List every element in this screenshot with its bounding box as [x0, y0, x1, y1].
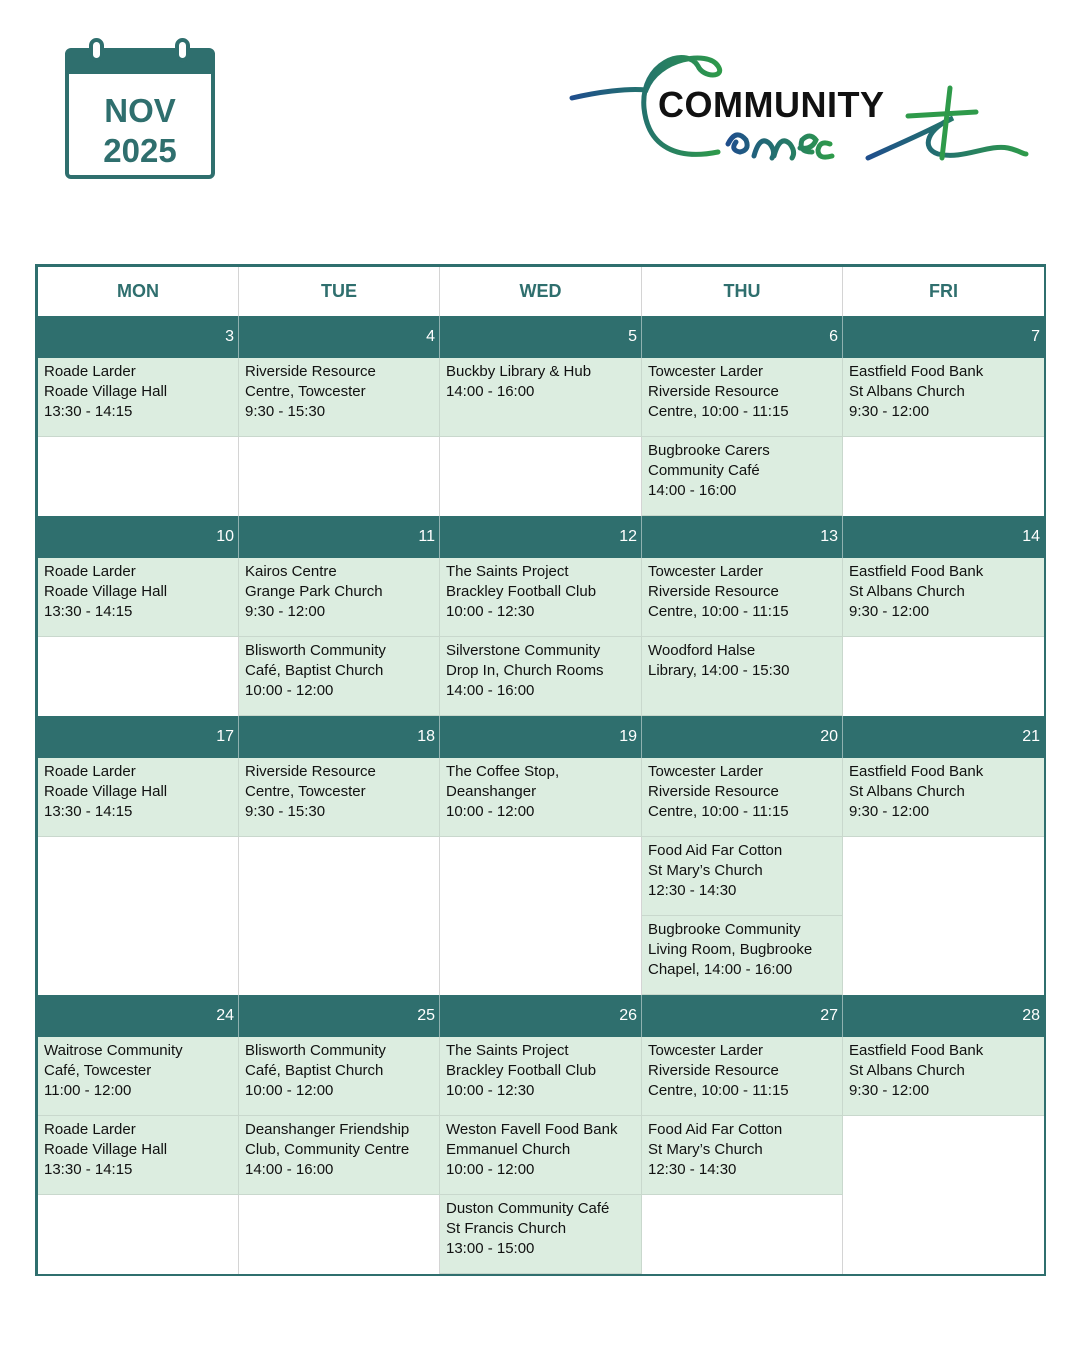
- day-number: 19: [440, 716, 642, 758]
- empty-slot: [239, 437, 440, 516]
- event-entry: Roade Larder Roade Village Hall 13:30 - 14:15: [38, 758, 239, 837]
- empty-slot: [843, 837, 1044, 916]
- day-number: 6: [642, 316, 843, 358]
- event-entry: Weston Favell Food Bank Emmanuel Church 10:00 - 12:00: [440, 1116, 642, 1195]
- event-entry: Roade Larder Roade Village Hall 13:30 - 14:15: [38, 1116, 239, 1195]
- day-number: 10: [38, 516, 239, 558]
- day-number: 28: [843, 995, 1044, 1037]
- day-number: 14: [843, 516, 1044, 558]
- day-number: 26: [440, 995, 642, 1037]
- day-number: 17: [38, 716, 239, 758]
- community-connect-logo: [568, 48, 1030, 178]
- empty-slot: [38, 437, 239, 516]
- event-entry: Food Aid Far Cotton St Mary’s Church 12:30 - 14:30: [642, 1116, 843, 1195]
- day-number: 12: [440, 516, 642, 558]
- empty-slot: [239, 916, 440, 995]
- event-entry: Eastfield Food Bank St Albans Church 9:30 - 12:00: [843, 358, 1044, 437]
- event-entry: Deanshanger Friendship Club, Community Centre 14:00 - 16:00: [239, 1116, 440, 1195]
- weekday-header-thu: THU: [642, 267, 843, 316]
- calendar-ring-right: [175, 38, 190, 62]
- event-entry: Towcester Larder Riverside Resource Centre, 10:00 - 11:15: [642, 358, 843, 437]
- empty-slot: [38, 837, 239, 916]
- event-entry: Buckby Library & Hub 14:00 - 16:00: [440, 358, 642, 437]
- empty-slot: [239, 837, 440, 916]
- event-entry: Riverside Resource Centre, Towcester 9:30 - 15:30: [239, 358, 440, 437]
- day-number: 13: [642, 516, 843, 558]
- empty-slot: [642, 1195, 843, 1274]
- day-number: 25: [239, 995, 440, 1037]
- calendar-icon-body: [65, 48, 215, 179]
- empty-slot: [843, 916, 1044, 995]
- year-label: 2025: [103, 132, 177, 169]
- empty-slot: [38, 637, 239, 716]
- event-entry: Eastfield Food Bank St Albans Church 9:30 - 12:00: [843, 758, 1044, 837]
- event-entry: Waitrose Community Café, Towcester 11:00 - 12:00: [38, 1037, 239, 1116]
- empty-slot: [440, 916, 642, 995]
- event-entry: Blisworth Community Café, Baptist Church 10:00 - 12:00: [239, 637, 440, 716]
- empty-slot: [38, 916, 239, 995]
- event-entry: Silverstone Community Drop In, Church Rooms 14:00 - 16:00: [440, 637, 642, 716]
- event-entry: The Saints Project Brackley Football Club 10:00 - 12:30: [440, 1037, 642, 1116]
- empty-slot: [239, 1195, 440, 1274]
- day-number: 4: [239, 316, 440, 358]
- event-entry: Bugbrooke Carers Community Café 14:00 - 16:00: [642, 437, 843, 516]
- calendar-ring-left: [89, 38, 104, 62]
- day-number: 24: [38, 995, 239, 1037]
- day-number: 27: [642, 995, 843, 1037]
- weekday-header-wed: WED: [440, 267, 642, 316]
- day-number: 11: [239, 516, 440, 558]
- empty-slot: [440, 837, 642, 916]
- weekday-header-mon: MON: [38, 267, 239, 316]
- logo-wordmark: COMMUNITY: [658, 84, 885, 125]
- event-entry: Eastfield Food Bank St Albans Church 9:30 - 12:00: [843, 1037, 1044, 1116]
- event-entry: Woodford Halse Library, 14:00 - 15:30: [642, 637, 843, 716]
- day-number: 7: [843, 316, 1044, 358]
- event-entry: Eastfield Food Bank St Albans Church 9:30 - 12:00: [843, 558, 1044, 637]
- day-number: 20: [642, 716, 843, 758]
- event-entry: Roade Larder Roade Village Hall 13:30 - 14:15: [38, 358, 239, 437]
- weekday-header-fri: FRI: [843, 267, 1044, 316]
- empty-slot: [843, 437, 1044, 516]
- event-entry: The Coffee Stop, Deanshanger 10:00 - 12:00: [440, 758, 642, 837]
- month-label: NOV: [104, 92, 176, 129]
- event-entry: The Saints Project Brackley Football Club 10:00 - 12:30: [440, 558, 642, 637]
- event-entry: Roade Larder Roade Village Hall 13:30 - 14:15: [38, 558, 239, 637]
- event-entry: Kairos Centre Grange Park Church 9:30 - 12:00: [239, 558, 440, 637]
- empty-slot: [38, 1195, 239, 1274]
- event-entry: Blisworth Community Café, Baptist Church 10:00 - 12:00: [239, 1037, 440, 1116]
- event-entry: Towcester Larder Riverside Resource Centre, 10:00 - 11:15: [642, 1037, 843, 1116]
- event-entry: Food Aid Far Cotton St Mary’s Church 12:30 - 14:30: [642, 837, 843, 916]
- calendar-grid: [35, 264, 1046, 1276]
- event-entry: Bugbrooke Community Living Room, Bugbrooke Chapel, 14:00 - 16:00: [642, 916, 843, 995]
- event-entry: Towcester Larder Riverside Resource Centre, 10:00 - 11:15: [642, 558, 843, 637]
- event-entry: Duston Community Café St Francis Church 13:00 - 15:00: [440, 1195, 642, 1274]
- day-number: 3: [38, 316, 239, 358]
- day-number: 18: [239, 716, 440, 758]
- day-number: 5: [440, 316, 642, 358]
- empty-slot: [843, 1116, 1044, 1195]
- calendar-icon: [65, 38, 215, 179]
- day-number: 21: [843, 716, 1044, 758]
- empty-slot: [843, 637, 1044, 716]
- event-entry: Towcester Larder Riverside Resource Centre, 10:00 - 11:15: [642, 758, 843, 837]
- weekday-header-tue: TUE: [239, 267, 440, 316]
- event-entry: Riverside Resource Centre, Towcester 9:30 - 15:30: [239, 758, 440, 837]
- empty-slot: [440, 437, 642, 516]
- empty-slot: [843, 1195, 1044, 1274]
